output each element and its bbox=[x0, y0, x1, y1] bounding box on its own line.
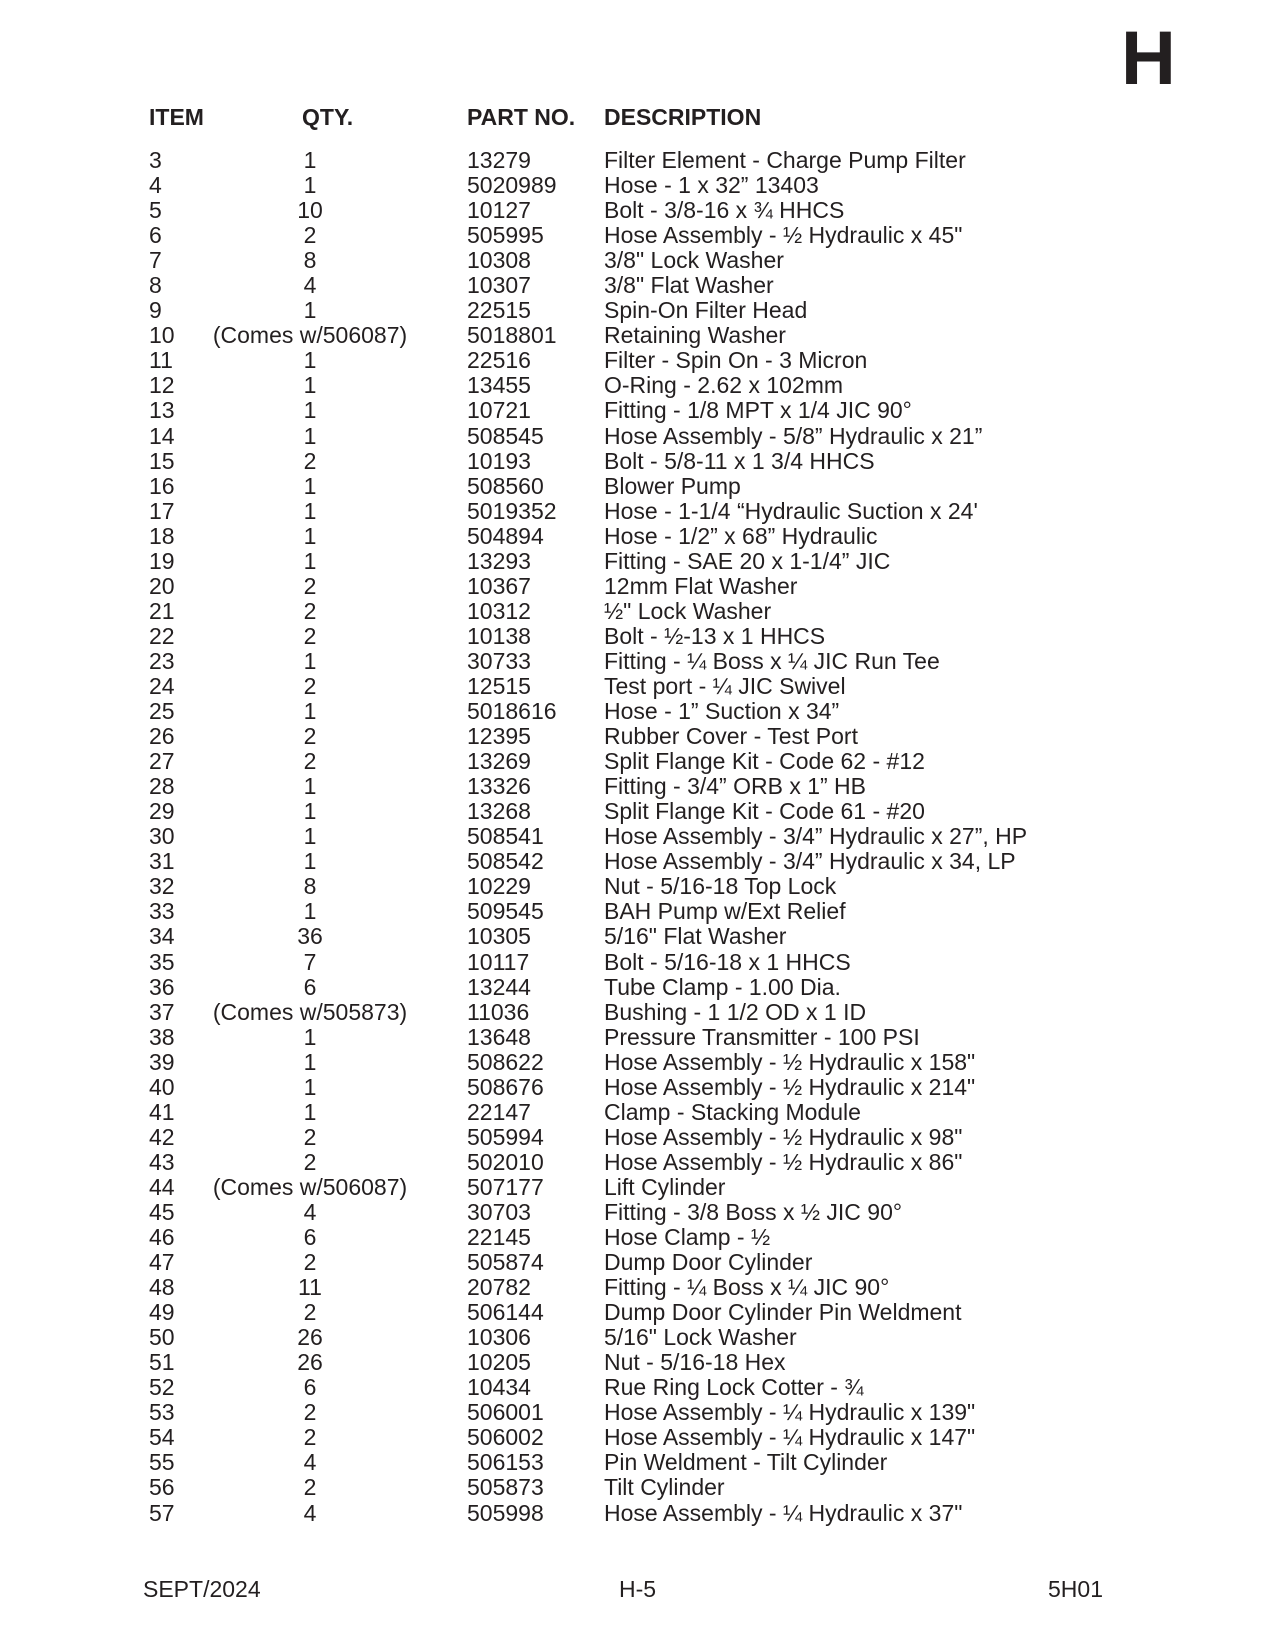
row-item: 4 bbox=[149, 172, 162, 199]
row-item: 9 bbox=[149, 297, 162, 324]
row-qty: 8 bbox=[303, 247, 317, 274]
row-qty: 2 bbox=[303, 1123, 317, 1150]
row-item: 27 bbox=[149, 748, 175, 775]
row-description: Bolt - ½-13 x 1 HHCS bbox=[604, 622, 826, 649]
row-part-no: 10229 bbox=[467, 873, 531, 900]
table-row bbox=[0, 874, 1275, 899]
row-item: 49 bbox=[149, 1299, 175, 1326]
row-part-no: 11036 bbox=[467, 998, 530, 1025]
row-part-no: 10205 bbox=[467, 1349, 531, 1376]
row-description: Dump Door Cylinder Pin Weldment bbox=[604, 1299, 962, 1326]
row-item: 48 bbox=[149, 1274, 175, 1301]
row-item: 43 bbox=[149, 1148, 175, 1175]
row-description: Filter - Spin On - 3 Micron bbox=[604, 347, 868, 374]
row-description: 3/8" Lock Washer bbox=[604, 247, 784, 274]
row-item: 41 bbox=[149, 1098, 175, 1125]
row-description: O-Ring - 2.62 x 102mm bbox=[604, 372, 844, 399]
row-qty: 11 bbox=[298, 1274, 322, 1301]
table-row bbox=[0, 549, 1275, 574]
row-item: 10 bbox=[149, 322, 175, 349]
row-qty: 1 bbox=[303, 147, 317, 173]
table-row bbox=[0, 1375, 1275, 1400]
row-description: Bolt - 5/8-11 x 1 3/4 HHCS bbox=[604, 447, 875, 474]
table-row bbox=[0, 824, 1275, 849]
row-part-no: 10721 bbox=[467, 397, 531, 424]
row-description: Test port - ¼ JIC Swivel bbox=[604, 672, 846, 699]
row-qty: (Comes w/506087) bbox=[212, 1173, 408, 1200]
row-qty: 2 bbox=[303, 672, 317, 699]
row-description: Hose Clamp - ½ bbox=[604, 1224, 771, 1251]
row-part-no: 506144 bbox=[467, 1299, 544, 1326]
table-row bbox=[0, 1250, 1275, 1275]
row-description: Hose Assembly - ¼ Hydraulic x 37" bbox=[604, 1499, 963, 1526]
footer-date: SEPT/2024 bbox=[143, 1576, 261, 1602]
footer-page-number: H-5 bbox=[618, 1576, 657, 1602]
row-qty: 1 bbox=[303, 848, 317, 875]
row-qty: 2 bbox=[303, 222, 317, 249]
row-part-no: 5019352 bbox=[467, 497, 557, 524]
row-qty: 2 bbox=[303, 1249, 317, 1276]
row-qty: 1 bbox=[303, 422, 317, 449]
row-description: 5/16" Flat Washer bbox=[604, 923, 787, 950]
table-row bbox=[0, 1200, 1275, 1225]
row-item: 50 bbox=[149, 1324, 175, 1351]
row-part-no: 10305 bbox=[467, 923, 531, 950]
table-row bbox=[0, 574, 1275, 599]
row-description: Rubber Cover - Test Port bbox=[604, 723, 858, 750]
table-row bbox=[0, 599, 1275, 624]
row-description: Nut - 5/16-18 Hex bbox=[604, 1349, 786, 1376]
row-description: ½" Lock Washer bbox=[604, 597, 772, 624]
row-part-no: 10117 bbox=[467, 948, 530, 975]
row-qty: (Comes w/506087) bbox=[212, 322, 408, 349]
row-item: 55 bbox=[149, 1449, 175, 1476]
row-qty: 6 bbox=[303, 1224, 317, 1251]
row-part-no: 13648 bbox=[467, 1023, 531, 1050]
row-part-no: 502010 bbox=[467, 1148, 544, 1175]
row-qty: 26 bbox=[297, 1324, 323, 1351]
row-item: 3 bbox=[149, 147, 162, 173]
table-row bbox=[0, 1225, 1275, 1250]
row-item: 28 bbox=[149, 773, 175, 800]
row-description: Hose Assembly - 5/8” Hydraulic x 21” bbox=[604, 422, 983, 449]
row-qty: 26 bbox=[297, 1349, 323, 1376]
row-description: Dump Door Cylinder bbox=[604, 1249, 813, 1276]
row-qty: 10 bbox=[297, 197, 323, 224]
row-item: 40 bbox=[149, 1073, 175, 1100]
table-row bbox=[0, 248, 1275, 273]
row-item: 22 bbox=[149, 622, 175, 649]
row-qty: 1 bbox=[303, 347, 317, 374]
row-description: Nut - 5/16-18 Top Lock bbox=[604, 873, 837, 900]
table-row bbox=[0, 198, 1275, 223]
table-row bbox=[0, 1475, 1275, 1500]
row-qty: 2 bbox=[303, 1399, 317, 1426]
row-part-no: 13269 bbox=[467, 748, 531, 775]
row-description: Blower Pump bbox=[604, 472, 741, 499]
row-part-no: 505994 bbox=[467, 1123, 544, 1150]
row-item: 12 bbox=[149, 372, 175, 399]
row-item: 18 bbox=[149, 522, 175, 549]
row-description: Spin-On Filter Head bbox=[604, 297, 808, 324]
row-description: Fitting - 3/4” ORB x 1” HB bbox=[604, 773, 867, 800]
row-part-no: 506153 bbox=[467, 1449, 544, 1476]
row-part-no: 12395 bbox=[467, 723, 531, 750]
row-item: 24 bbox=[149, 672, 175, 699]
table-row bbox=[0, 499, 1275, 524]
row-part-no: 22145 bbox=[467, 1224, 531, 1251]
row-description: Bolt - 5/16-18 x 1 HHCS bbox=[604, 948, 851, 975]
table-row bbox=[0, 424, 1275, 449]
row-description: Fitting - ¼ Boss x ¼ JIC Run Tee bbox=[604, 647, 940, 674]
row-description: Hose Assembly - 3/4” Hydraulic x 34, LP bbox=[604, 848, 1016, 875]
table-row bbox=[0, 223, 1275, 248]
row-part-no: 22516 bbox=[467, 347, 531, 374]
row-qty: 1 bbox=[303, 497, 317, 524]
row-part-no: 508542 bbox=[467, 848, 544, 875]
row-item: 30 bbox=[149, 823, 175, 850]
row-part-no: 10127 bbox=[467, 197, 531, 224]
row-part-no: 10367 bbox=[467, 572, 531, 599]
row-item: 36 bbox=[149, 973, 175, 1000]
table-row bbox=[0, 674, 1275, 699]
table-row bbox=[0, 975, 1275, 1000]
row-item: 14 bbox=[149, 422, 175, 449]
row-part-no: 13455 bbox=[467, 372, 531, 399]
row-qty: 1 bbox=[303, 397, 317, 424]
row-item: 52 bbox=[149, 1374, 175, 1401]
table-row bbox=[0, 273, 1275, 298]
row-description: Hose Assembly - ¼ Hydraulic x 139" bbox=[604, 1399, 976, 1426]
row-part-no: 30703 bbox=[467, 1198, 531, 1225]
table-row bbox=[0, 449, 1275, 474]
row-item: 31 bbox=[149, 848, 175, 875]
row-part-no: 508541 bbox=[467, 823, 544, 850]
header-item: ITEM bbox=[149, 104, 204, 130]
row-qty: 4 bbox=[303, 272, 317, 299]
row-description: Pin Weldment - Tilt Cylinder bbox=[604, 1449, 888, 1476]
row-item: 13 bbox=[149, 397, 175, 424]
row-part-no: 30733 bbox=[467, 647, 531, 674]
row-item: 53 bbox=[149, 1399, 175, 1426]
table-row bbox=[0, 1501, 1275, 1526]
table-row bbox=[0, 749, 1275, 774]
row-item: 42 bbox=[149, 1123, 175, 1150]
row-item: 6 bbox=[149, 222, 162, 249]
table-row bbox=[0, 1300, 1275, 1325]
table-row bbox=[0, 1000, 1275, 1025]
row-description: Hose Assembly - ½ Hydraulic x 98" bbox=[604, 1123, 963, 1150]
table-row bbox=[0, 1175, 1275, 1200]
row-description: Split Flange Kit - Code 62 - #12 bbox=[604, 748, 925, 775]
table-row bbox=[0, 1150, 1275, 1175]
row-qty: 1 bbox=[303, 522, 317, 549]
table-row bbox=[0, 624, 1275, 649]
row-part-no: 5018801 bbox=[467, 322, 557, 349]
row-item: 37 bbox=[149, 998, 175, 1025]
row-qty: (Comes w/505873) bbox=[212, 998, 408, 1025]
row-qty: 8 bbox=[303, 873, 317, 900]
table-row bbox=[0, 373, 1275, 398]
table-row bbox=[0, 724, 1275, 749]
row-part-no: 10193 bbox=[467, 447, 531, 474]
row-description: BAH Pump w/Ext Relief bbox=[604, 898, 846, 925]
row-qty: 1 bbox=[303, 297, 317, 324]
row-qty: 1 bbox=[303, 547, 317, 574]
row-part-no: 10312 bbox=[467, 597, 531, 624]
row-description: Pressure Transmitter - 100 PSI bbox=[604, 1023, 920, 1050]
row-item: 20 bbox=[149, 572, 175, 599]
table-row bbox=[0, 1275, 1275, 1300]
row-description: Hose - 1” Suction x 34” bbox=[604, 698, 840, 725]
table-body bbox=[0, 148, 1275, 1526]
header-qty: QTY. bbox=[302, 104, 354, 130]
row-item: 33 bbox=[149, 898, 175, 925]
row-part-no: 505874 bbox=[467, 1249, 544, 1276]
row-item: 21 bbox=[149, 597, 175, 624]
row-qty: 2 bbox=[303, 1474, 317, 1501]
row-description: Hose Assembly - ½ Hydraulic x 214" bbox=[604, 1073, 976, 1100]
table-row bbox=[0, 1350, 1275, 1375]
row-part-no: 10138 bbox=[467, 622, 531, 649]
row-qty: 1 bbox=[303, 1098, 317, 1125]
row-part-no: 505998 bbox=[467, 1499, 544, 1526]
row-part-no: 10306 bbox=[467, 1324, 531, 1351]
row-description: Fitting - SAE 20 x 1-1/4” JIC bbox=[604, 547, 891, 574]
table-row bbox=[0, 524, 1275, 549]
table-row bbox=[0, 799, 1275, 824]
row-part-no: 505873 bbox=[467, 1474, 544, 1501]
table-row bbox=[0, 899, 1275, 924]
row-description: Hose - 1-1/4 “Hydraulic Suction x 24' bbox=[604, 497, 978, 524]
row-item: 17 bbox=[149, 497, 175, 524]
row-qty: 4 bbox=[303, 1499, 317, 1526]
row-description: Tilt Cylinder bbox=[604, 1474, 725, 1501]
section-letter: H bbox=[1121, 16, 1174, 101]
row-item: 19 bbox=[149, 547, 175, 574]
table-row bbox=[0, 173, 1275, 198]
row-item: 16 bbox=[149, 472, 175, 499]
row-item: 47 bbox=[149, 1249, 175, 1276]
row-item: 7 bbox=[149, 247, 162, 274]
table-row bbox=[0, 148, 1275, 173]
table-row bbox=[0, 849, 1275, 874]
row-description: Rue Ring Lock Cotter - ¾ bbox=[604, 1374, 864, 1401]
row-item: 51 bbox=[149, 1349, 175, 1376]
row-description: Hose Assembly - 3/4” Hydraulic x 27”, HP bbox=[604, 823, 1028, 850]
row-item: 25 bbox=[149, 698, 175, 725]
row-qty: 2 bbox=[303, 622, 317, 649]
row-description: 3/8" Flat Washer bbox=[604, 272, 774, 299]
row-part-no: 13326 bbox=[467, 773, 531, 800]
row-part-no: 508676 bbox=[467, 1073, 544, 1100]
row-part-no: 13293 bbox=[467, 547, 531, 574]
row-qty: 1 bbox=[303, 698, 317, 725]
row-qty: 1 bbox=[303, 472, 317, 499]
row-item: 15 bbox=[149, 447, 175, 474]
row-qty: 7 bbox=[303, 948, 317, 975]
row-qty: 6 bbox=[303, 1374, 317, 1401]
table-row bbox=[0, 323, 1275, 348]
row-description: Bushing - 1 1/2 OD x 1 ID bbox=[604, 998, 867, 1025]
row-description: Split Flange Kit - Code 61 - #20 bbox=[604, 798, 925, 825]
row-description: Fitting - ¼ Boss x ¼ JIC 90° bbox=[604, 1274, 890, 1301]
row-description: Filter Element - Charge Pump Filter bbox=[604, 147, 966, 173]
row-qty: 2 bbox=[303, 748, 317, 775]
row-qty: 2 bbox=[303, 597, 317, 624]
row-qty: 2 bbox=[303, 572, 317, 599]
row-item: 5 bbox=[149, 197, 162, 224]
table-row bbox=[0, 1325, 1275, 1350]
row-description: Hose Assembly - ½ Hydraulic x 158" bbox=[604, 1048, 976, 1075]
row-part-no: 504894 bbox=[467, 522, 544, 549]
row-part-no: 22515 bbox=[467, 297, 531, 324]
row-item: 34 bbox=[149, 923, 175, 950]
table-row bbox=[0, 950, 1275, 975]
row-qty: 2 bbox=[303, 1148, 317, 1175]
row-item: 46 bbox=[149, 1224, 175, 1251]
row-part-no: 10307 bbox=[467, 272, 531, 299]
row-part-no: 509545 bbox=[467, 898, 544, 925]
row-part-no: 506001 bbox=[467, 1399, 544, 1426]
row-qty: 2 bbox=[303, 447, 317, 474]
table-row bbox=[0, 1025, 1275, 1050]
row-part-no: 10308 bbox=[467, 247, 531, 274]
row-description: Hose - 1 x 32” 13403 bbox=[604, 172, 819, 199]
row-description: Bolt - 3/8-16 x ¾ HHCS bbox=[604, 197, 845, 224]
row-description: Fitting - 3/8 Boss x ½ JIC 90° bbox=[604, 1198, 903, 1225]
row-part-no: 5018616 bbox=[467, 698, 557, 725]
row-qty: 1 bbox=[303, 798, 317, 825]
row-qty: 2 bbox=[303, 723, 317, 750]
row-part-no: 508622 bbox=[467, 1048, 544, 1075]
row-description: Lift Cylinder bbox=[604, 1173, 726, 1200]
row-part-no: 22147 bbox=[467, 1098, 531, 1125]
table-header-row bbox=[0, 105, 1275, 131]
row-qty: 1 bbox=[303, 1023, 317, 1050]
row-description: Hose Assembly - ¼ Hydraulic x 147" bbox=[604, 1424, 976, 1451]
row-qty: 36 bbox=[297, 923, 323, 950]
table-row bbox=[0, 348, 1275, 373]
row-part-no: 20782 bbox=[467, 1274, 531, 1301]
row-item: 32 bbox=[149, 873, 175, 900]
row-item: 11 bbox=[149, 347, 173, 374]
row-item: 45 bbox=[149, 1198, 175, 1225]
row-part-no: 13268 bbox=[467, 798, 531, 825]
row-description: Hose Assembly - ½ Hydraulic x 45" bbox=[604, 222, 963, 249]
row-qty: 4 bbox=[303, 1449, 317, 1476]
table-row bbox=[0, 774, 1275, 799]
table-row bbox=[0, 1050, 1275, 1075]
row-part-no: 13244 bbox=[467, 973, 531, 1000]
row-part-no: 5020989 bbox=[467, 172, 557, 199]
row-item: 38 bbox=[149, 1023, 175, 1050]
row-description: Fitting - 1/8 MPT x 1/4 JIC 90° bbox=[604, 397, 912, 424]
header-description: DESCRIPTION bbox=[604, 104, 762, 130]
table-row bbox=[0, 1075, 1275, 1100]
table-row bbox=[0, 474, 1275, 499]
row-qty: 1 bbox=[303, 172, 317, 199]
row-item: 39 bbox=[149, 1048, 175, 1075]
table-row bbox=[0, 398, 1275, 423]
row-part-no: 10434 bbox=[467, 1374, 531, 1401]
row-description: 12mm Flat Washer bbox=[604, 572, 798, 599]
row-qty: 1 bbox=[303, 372, 317, 399]
row-description: Tube Clamp - 1.00 Dia. bbox=[604, 973, 841, 1000]
row-item: 54 bbox=[149, 1424, 175, 1451]
row-item: 56 bbox=[149, 1474, 175, 1501]
page-footer bbox=[0, 1576, 1275, 1606]
row-part-no: 505995 bbox=[467, 222, 544, 249]
row-qty: 1 bbox=[303, 1048, 317, 1075]
row-qty: 1 bbox=[303, 898, 317, 925]
row-qty: 1 bbox=[303, 1073, 317, 1100]
row-item: 26 bbox=[149, 723, 175, 750]
row-part-no: 506002 bbox=[467, 1424, 544, 1451]
row-item: 23 bbox=[149, 647, 175, 674]
row-item: 35 bbox=[149, 948, 175, 975]
table-row bbox=[0, 649, 1275, 674]
row-item: 29 bbox=[149, 798, 175, 825]
table-row bbox=[0, 924, 1275, 949]
row-part-no: 12515 bbox=[467, 672, 531, 699]
row-item: 44 bbox=[149, 1173, 175, 1200]
row-description: 5/16" Lock Washer bbox=[604, 1324, 797, 1351]
table-row bbox=[0, 1425, 1275, 1450]
table-row bbox=[0, 699, 1275, 724]
row-qty: 1 bbox=[303, 823, 317, 850]
row-qty: 1 bbox=[303, 647, 317, 674]
row-qty: 6 bbox=[303, 973, 317, 1000]
row-part-no: 508545 bbox=[467, 422, 544, 449]
footer-doc-code: 5H01 bbox=[1048, 1576, 1103, 1602]
row-qty: 2 bbox=[303, 1424, 317, 1451]
row-qty: 1 bbox=[303, 773, 317, 800]
table-row bbox=[0, 1400, 1275, 1425]
row-qty: 4 bbox=[303, 1198, 317, 1225]
header-part-no: PART NO. bbox=[467, 104, 576, 130]
table-row bbox=[0, 298, 1275, 323]
row-description: Hose Assembly - ½ Hydraulic x 86" bbox=[604, 1148, 963, 1175]
row-qty: 2 bbox=[303, 1299, 317, 1326]
row-item: 8 bbox=[149, 272, 162, 299]
row-description: Clamp - Stacking Module bbox=[604, 1098, 861, 1125]
table-row bbox=[0, 1100, 1275, 1125]
row-item: 57 bbox=[149, 1499, 175, 1526]
row-part-no: 13279 bbox=[467, 147, 531, 173]
table-row bbox=[0, 1125, 1275, 1150]
row-part-no: 507177 bbox=[467, 1173, 544, 1200]
row-part-no: 508560 bbox=[467, 472, 544, 499]
row-description: Hose - 1/2” x 68” Hydraulic bbox=[604, 522, 878, 549]
table-row bbox=[0, 1450, 1275, 1475]
row-description: Retaining Washer bbox=[604, 322, 786, 349]
